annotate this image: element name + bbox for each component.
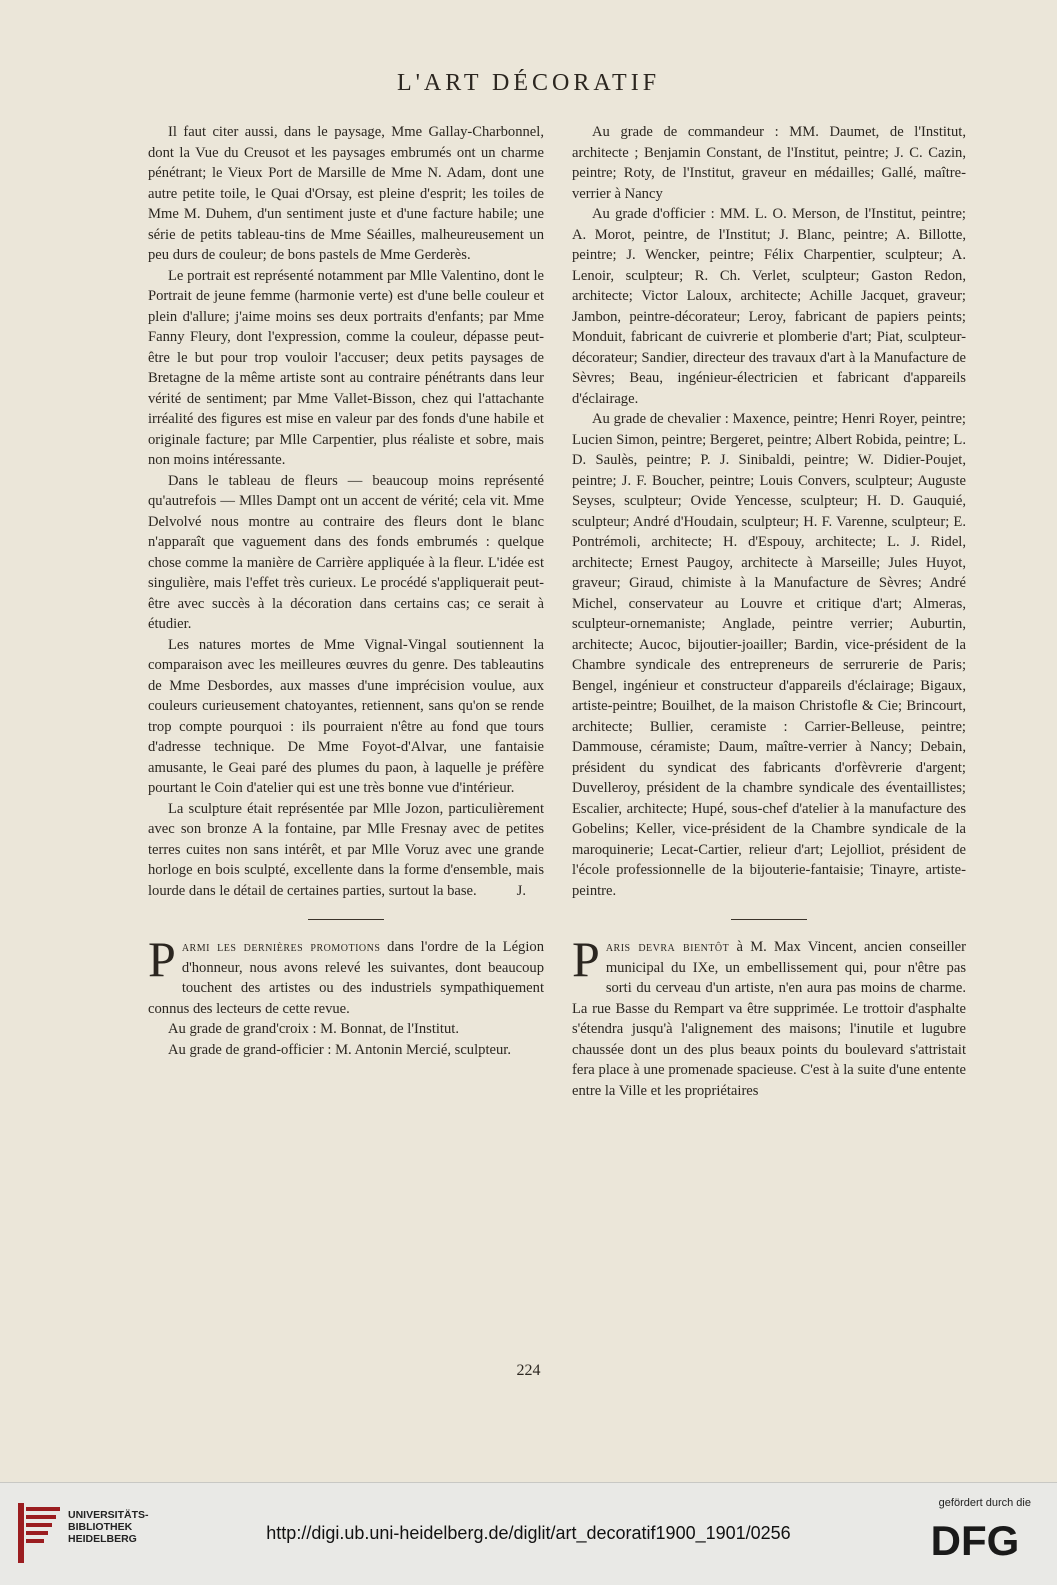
paragraph-legion-intro	[148, 931, 544, 1019]
permalink[interactable]: http://digi.ub.uni-heidelberg.de/diglit/art_decoratif1900_1901/0256	[266, 1523, 791, 1543]
paragraph-commandeur: Au grade de commandeur : MM. Daumet, de l'Institut, architecte ; Benjamin Constant, de l'Institut, peintre; J. C. Cazin, peintre; Roty, de l'Institut, graveur en médailles; Gallé, maître-verrier à Nancy	[572, 124, 966, 202]
drop-cap: P	[148, 931, 176, 987]
university-library-name: UNIVERSITÄTS- BIBLIOTHEK HEIDELBERG	[68, 1509, 149, 1545]
paragraph-still-life: Les natures mortes de Mme Vignal-Vingal soutiennent la comparaison avec les meilleures œuvres du genre. Des tableautins de Mme Desbordes, aux masses d'une imprécision voulue, aux couleurs curieusement chatoyantes, retiennent, sans qu'on se rende trop compte pourquoi : ils pourraient n'être au fond que tours d'adresse technique. De Mme Foyot-d'Alvar, une fantaisie amusante, le Geai paré des plumes du paon, à laquelle je préfère pourtant le Coin d'atelier qui est une très bonne vue d'intérieur.	[148, 636, 544, 796]
paragraph-portrait: Le portrait est représenté notamment par Mlle Valentino, dont le Portrait de jeune femme (harmonie verte) est d'une belle couleur et plein d'allure; j'aime moins ses deux portraits d'enfants; par Mme Fanny Fleury, dont l'expression, comme la couleur, dépasse peut-être le but pour trop vouloir l'accuser; deux petits paysages de Bretagne de la même artiste sont au contraire pénétrants dans leur vérité de sentiment; par Mme Vallet-Bisson, chez qui l'attachante irréalité des figures est mise en valeur par des fonds d'une habile et originale facture; par Mlle Carpentier, plus réaliste et sobre, mais non moins intéressante.	[148, 267, 544, 468]
running-head: L'ART DÉCORATIF	[396, 70, 661, 96]
small-caps-lead: aris devra bientôt	[605, 939, 730, 955]
right-column	[572, 122, 966, 1101]
viewer-footer	[0, 1482, 1057, 1585]
dfg-logo-icon	[919, 1517, 1031, 1561]
legion-intro-text: dans l'ordre de la Légion d'honneur, nous avons relevé les suivantes, dont beaucoup touchent des artistes ou des industriels sympathiquement connus des lecteurs de cette revue.	[148, 939, 544, 1017]
paragraph-grand-officier: Au grade de grand-officier : M. Antonin Mercié, sculpteur.	[168, 1041, 511, 1058]
author-initial: J.	[516, 882, 526, 899]
paragraph-grand-croix: Au grade de grand'croix : M. Bonnat, de l'Institut.	[168, 1021, 459, 1037]
paragraph-paris	[572, 931, 966, 1101]
left-column	[148, 122, 544, 1060]
paragraph-officier: Au grade d'officier : MM. L. O. Merson, de l'Institut, peintre; A. Morot, peintre, de l'Institut; J. Blanc, peintre; A. Billotte, peintre; J. Wencker, peintre; Félix Charpentier, sculpteur; A. Lenoir, sculpteur; R. Ch. Verlet, sculpteur; Gaston Redon, architecte; Victor Laloux, architecte; Achille Jacquet, graveur; Jambon, peintre-décorateur; Leroy, fabricant de papiers peints; Monduit, fabricant de cuivrerie et plomberie d'art; Piat, sculpteur-décorateur; Sandier, directeur des travaux d'art à la Manufacture de Sèvres; Beau, ingénieur-électricien et fabricant d'appareils d'éclairage.	[572, 206, 966, 407]
paragraph-chevalier: Au grade de chevalier : Maxence, peintre; Henri Royer, peintre; Lucien Simon, peintre; Bergeret, peintre; Albert Robida, peintre; L. D. Saulès, peintre; P. J. Sinibaldi, peintre; W. Didier-Poujet, peintre; J. F. Boucher, peintre; Louis Convers, sculpteur; Auguste Seyses, sculpteur; Ovide Yencesse, sculpteur; H. D. Gauquié, sculpteur; André d'Houdain, sculpteur; H. F. Varenne, sculpteur; E. Pontrémoli, architecte; H. d'Espouy, architecte; L. J. Ridel, architecte; Ernest Paugoy, architecte à Marseille; Jules Huyot, graveur; Giraud, chimiste à la Manufacture de Sèvres; André Michel, conservateur au Louvre et critique d'art; Almeras, sculpteur-ornemaniste; Anglade, peintre verrier; Auburtin, architecte; Aucoc, bijoutier-joailler; Bardin, vice-président de la Chambre syndicale des entrepreneurs de serrurerie de Paris; Bengel, ingénieur et constructeur d'appareils d'éclairage; Bigaux, artiste-peintre; Bouilhet, de la maison Christofle & Cie; Brincourt, architecte; Bullier, ceramiste : Carrier-Belleuse, peintre; Dammouse, céramiste; Daum, maître-verrier à Nancy; Debain, président du syndicat des fabricants d'orfèvrerie d'argent; Duvelleroy, président de la chambre syndicale des éventaillistes; Escalier, architecte; Hupé, sous-chef d'atelier à la manufacture des Gobelins; Keller, vice-président de la Chambre syndicale de la maroquinerie; Lecat-Cartier, relieur d'art; Lejolliot, président de l'école professionnelle de la bijouterie-fantaisie; Tinayre, artiste-peintre.	[572, 411, 966, 899]
paragraph-sculpture: La sculpture était représentée par Mlle Jozon, particulièrement avec son bronze A la fontaine, par Mlle Fresnay avec de petites terres cuites non sans intérêt, et par Mlle Voruz avec une grande horloge en bois sculpté, excellente dans la forme d'ensemble, mais lourde dans le détail de certaines parties, surtout la base.	[148, 800, 544, 899]
funded-by-label: gefördert durch die	[938, 1497, 1031, 1509]
drop-cap: P	[572, 931, 600, 987]
small-caps-lead: armi les dernières promotions	[181, 939, 381, 955]
dfg-logo-text: DFG	[930, 1517, 1020, 1561]
paragraph-flowers: Dans le tableau de fleurs — beaucoup moins représenté qu'autrefois — Mlles Dampt ont un accent de vérité; cela vit. Mme Delvolvé nous montre au contraire des fleurs dont le blanc n'apparaît que vaguement dans des fonds embrumés : quelque chose comme la manière de Carrière appliquée à la fleur. L'idée est singulière, mais l'effet très curieux. Le procédé s'appliquerait peut-être avec succès à la décoration dans certains cas; ce serait à étudier.	[148, 472, 544, 632]
section-divider	[731, 919, 807, 920]
section-divider	[308, 919, 384, 920]
paragraph-landscape: Il faut citer aussi, dans le paysage, Mme Gallay-Charbonnel, dont la Vue du Creusot et les paysages embrumés ont un charme pénétrant; le Vieux Port de Marsille de Mme N. Adam, dont une autre petite toile, le Quai d'Orsay, est pleine d'esprit; les toiles de Mme M. Duhem, d'un sentiment juste et d'une facture habile; une série de petits tableau-tins de Mme Séailles, malheureusement un peu durs de couleur; de bons pastels de Mme Gerderès.	[148, 124, 544, 263]
paris-text: à M. Max Vincent, ancien conseiller municipal du IXe, un embellissement qui, pour n'être pas sorti du cerveau d'un artiste, n'en aura pas moins de charme. La rue Basse du Rempart va être supprimée. Le trottoir d'asphalte s'étendra jusqu'à l'alignement des maisons; l'inutile et lugubre chaussée dont un des plus beaux points du boulevard s'attristait fera place à une promenade spacieuse. C'est à la suite d'une entente entre la Ville et les propriétaires	[572, 939, 966, 1099]
page-number: 224	[516, 1362, 541, 1379]
